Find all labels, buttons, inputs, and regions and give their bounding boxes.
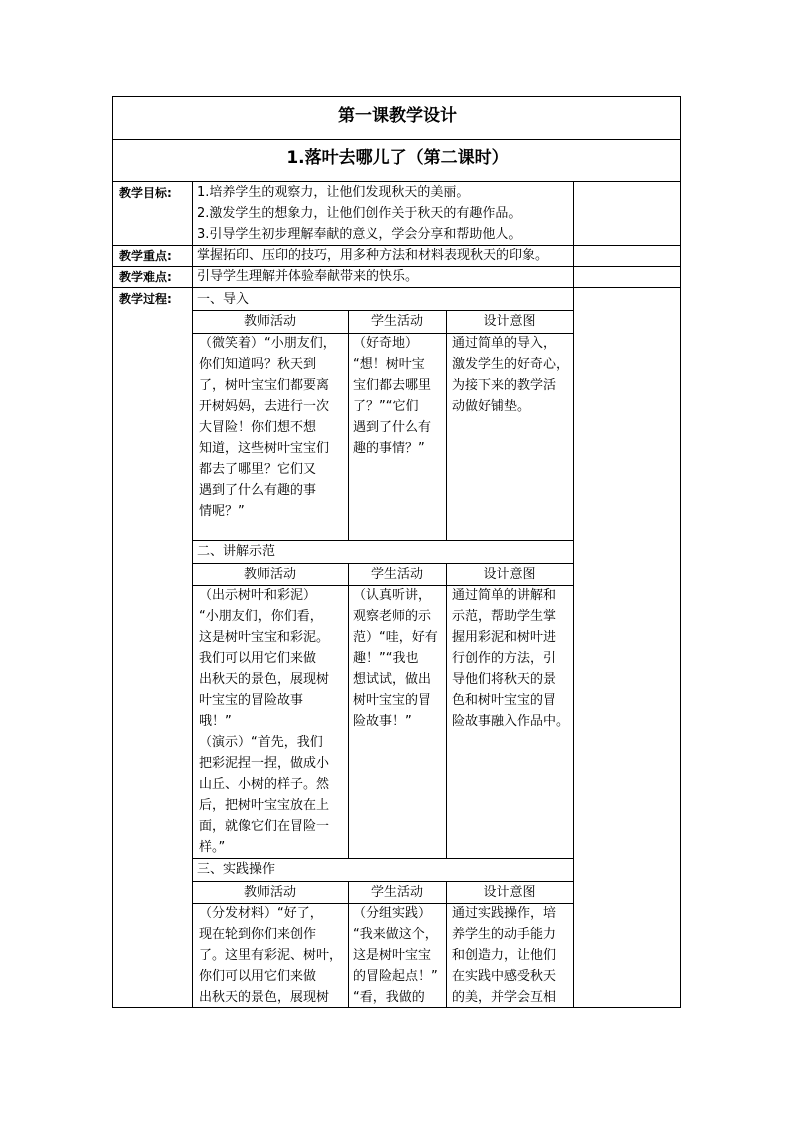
cell-line: （出示树叶和彩泥） xyxy=(199,588,317,603)
cell-line: 遇到了什么有 xyxy=(353,420,432,435)
cell-line: 样。” xyxy=(199,840,226,855)
lesson-title: 1.落叶去哪儿了（第二课时） xyxy=(286,148,509,168)
cell-line: 出秋天的景色，展现树 xyxy=(199,990,330,1005)
section-title: 二、讲解示范 xyxy=(197,544,276,559)
cell-line: 了？”“它们 xyxy=(353,399,419,414)
cell-line: 趣的事情？” xyxy=(353,441,425,456)
cell-line: （好奇地） xyxy=(353,336,419,351)
cell-line: 在实践中感受秋天 xyxy=(452,969,557,984)
cell-line: 你们可以用它们来做 xyxy=(199,969,317,984)
cell-line: 握用彩泥和树叶进 xyxy=(452,630,557,645)
student-activity xyxy=(353,585,438,732)
difficulty-label: 教学难点: xyxy=(119,270,172,284)
cell-line: 你们知道吗？秋天到 xyxy=(199,357,317,372)
cell-line: 趣！”“我也 xyxy=(353,651,419,666)
header-intent: 设计意图 xyxy=(483,567,536,582)
cell-line: 激发学生的好奇心， xyxy=(452,357,570,372)
header-student: 学生活动 xyxy=(370,314,423,329)
cell-line: 范）“哇，好有 xyxy=(353,630,438,645)
cell-line: 险故事！” xyxy=(353,714,412,729)
cell-line: 叶宝宝的冒险故事 xyxy=(199,693,304,708)
header-intent: 设计意图 xyxy=(483,885,536,900)
cell-line: 色和树叶宝宝的冒 xyxy=(452,693,557,708)
cell-line: 的冒险起点！” xyxy=(353,969,438,984)
cell-line: 山丘、小树的样子。然 xyxy=(199,777,330,792)
header-student: 学生活动 xyxy=(370,567,423,582)
cell-line: （演示）“首先，我们 xyxy=(199,735,323,750)
cell-line: （分组实践） xyxy=(353,906,432,921)
cell-line: 导他们将秋天的景 xyxy=(452,672,557,687)
design-intent xyxy=(452,903,556,1008)
header-student: 学生活动 xyxy=(370,885,423,900)
cell-line: 为接下来的教学活 xyxy=(452,378,557,393)
design-intent xyxy=(452,333,569,417)
cell-line: 险故事融入作品中。 xyxy=(452,714,570,729)
cell-line: 想试试，做出 xyxy=(353,672,432,687)
section-title: 三、实践操作 xyxy=(197,862,276,877)
cell-line: 现在轮到你们来创作 xyxy=(199,927,317,942)
student-activity xyxy=(353,903,438,1008)
objectives-label: 教学目标: xyxy=(119,186,172,200)
cell-line: 把彩泥捏一捏，做成小 xyxy=(199,756,330,771)
cell-line: 养学生的动手能力 xyxy=(452,927,557,942)
cell-line: “看，我做的 xyxy=(353,990,425,1005)
cell-line: （认真听讲， xyxy=(353,588,432,603)
header-teacher: 教师活动 xyxy=(243,885,296,900)
teacher-activity xyxy=(199,903,342,1008)
document-title: 第一课教学设计 xyxy=(338,106,457,126)
cell-line: 情呢？” xyxy=(199,504,245,519)
teacher-activity xyxy=(199,333,336,522)
cell-line: 遇到了什么有趣的事 xyxy=(199,483,317,498)
cell-line: “想！树叶宝 xyxy=(353,357,425,372)
cell-line: 知道，这些树叶宝宝们 xyxy=(199,441,330,456)
cell-line: “小朋友们，你们看， xyxy=(199,609,323,624)
key-point-label: 教学重点: xyxy=(119,249,172,263)
key-point-text: 掌握拓印、压印的技巧，用多种方法和材料表现秋天的印象。 xyxy=(197,248,549,263)
design-intent xyxy=(452,585,569,732)
student-activity xyxy=(353,333,431,459)
cell-line: 通过实践操作，培 xyxy=(452,906,557,921)
cell-line: 宝们都去哪里 xyxy=(353,378,432,393)
difficulty-text: 引导学生理解并体验奉献带来的快乐。 xyxy=(197,269,419,284)
cell-line: 示范，帮助学生掌 xyxy=(452,609,557,624)
section-title: 一、导入 xyxy=(197,292,250,307)
header-teacher: 教师活动 xyxy=(243,567,296,582)
cell-line: （分发材料）“好了， xyxy=(199,906,323,921)
lesson-plan-table xyxy=(112,96,681,1008)
cell-line: 这是树叶宝宝和彩泥。 xyxy=(199,630,330,645)
cell-line: 面，就像它们在冒险一 xyxy=(199,819,330,834)
objective-item: 2.激发学生的想象力，让他们创作关于秋天的有趣作品。 xyxy=(197,206,522,221)
header-teacher: 教师活动 xyxy=(243,314,296,329)
cell-line: 了。这里有彩泥、树叶， xyxy=(199,948,343,963)
cell-line: （微笑着）“小朋友们， xyxy=(199,336,336,351)
cell-line: 观察老师的示 xyxy=(353,609,432,624)
cell-line: 了，树叶宝宝们都要离 xyxy=(199,378,330,393)
cell-line: 动做好铺垫。 xyxy=(452,399,531,414)
cell-line: 我们可以用它们来做 xyxy=(199,651,317,666)
teacher-activity xyxy=(199,585,329,858)
cell-line: 后，把树叶宝宝放在上 xyxy=(199,798,330,813)
cell-line: 通过简单的讲解和 xyxy=(452,588,557,603)
cell-line: 通过简单的导入， xyxy=(452,336,557,351)
cell-line: 行创作的方法，引 xyxy=(452,651,557,666)
cell-line: “我来做这个， xyxy=(353,927,438,942)
cell-line: 都去了哪里？它们又 xyxy=(199,462,317,477)
cell-line: 和创造力，让他们 xyxy=(452,948,557,963)
cell-line: 的美，并学会互相 xyxy=(452,990,557,1005)
objective-item: 3.引导学生初步理解奉献的意义，学会分享和帮助他人。 xyxy=(197,227,522,242)
header-intent: 设计意图 xyxy=(483,314,536,329)
cell-line: 这是树叶宝宝 xyxy=(353,948,432,963)
cell-line: 大冒险！你们想不想 xyxy=(199,420,317,435)
objective-item: 1.培养学生的观察力，让他们发现秋天的美丽。 xyxy=(197,185,470,200)
process-label: 教学过程: xyxy=(119,292,172,306)
cell-line: 哦！” xyxy=(199,714,232,729)
cell-line: 出秋天的景色，展现树 xyxy=(199,672,330,687)
cell-line: 树叶宝宝的冒 xyxy=(353,693,432,708)
cell-line: 开树妈妈，去进行一次 xyxy=(199,399,330,414)
